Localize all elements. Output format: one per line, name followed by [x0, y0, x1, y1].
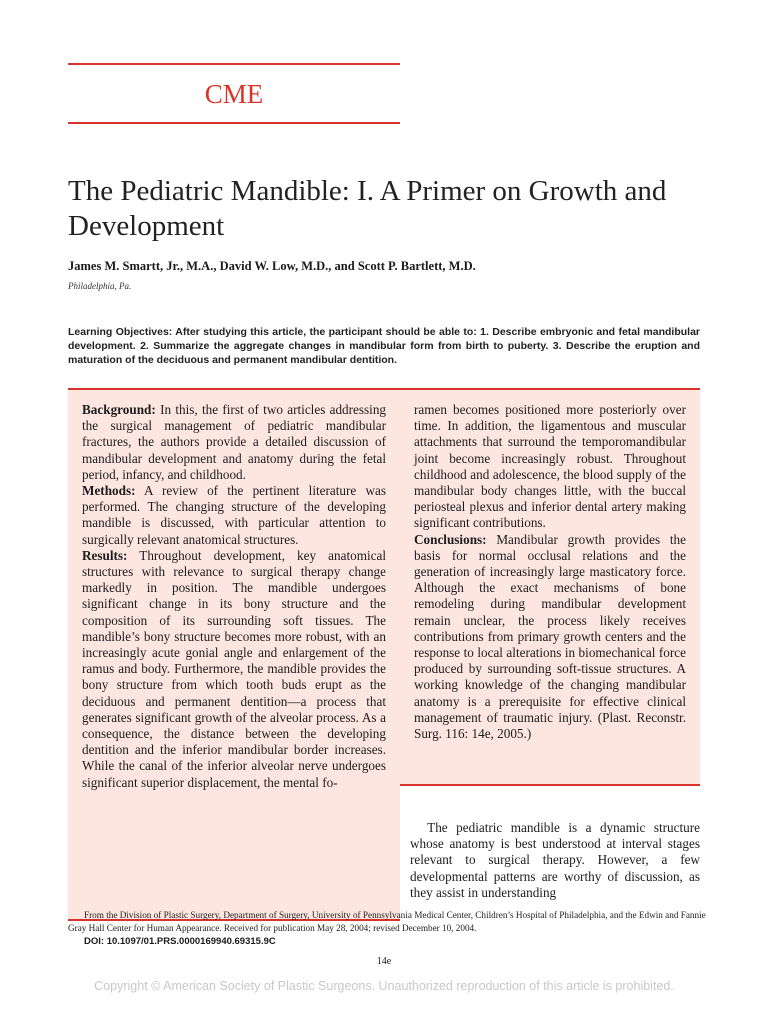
results-text: Throughout development, key anatomical structures with relevance to surgical therapy change markedly in position. The mandible undergoes significant change in its bony structure and the composition of its surrounding soft tissues. The mandible’s bony structure becomes more robust, with an increasingly acute gonial angle and enlargement of the ramus and body. Furthermore, the mandible provides the bony structure from which tooth buds erupt as the deciduous and permanent dentition—a process that generates significant growth of the alveolar process. As a consequence, the distance between the developing dentition and the inferior mandibular border increases. While the canal of the inferior alveolar nerve undergoes significant superior displacement, the mental fo- [82, 547, 386, 790]
copyright-watermark: Copyright © American Society of Plastic Surgeons. Unauthorized reproduction of this article is prohibited. [94, 979, 674, 993]
author-list: James M. Smartt, Jr., M.A., David W. Low, M.D., and Scott P. Bartlett, M.D. [68, 259, 476, 273]
citation: (Plast. Reconstr. Surg. 116: 14e, 2005.) [414, 709, 686, 742]
abstract-box-left [68, 388, 400, 921]
doi-line: DOI: 10.1097/01.PRS.0000169940.69315.9C [84, 936, 276, 947]
abstract-box-right [400, 388, 700, 786]
page-number: 14e [376, 956, 392, 967]
background-heading: Background: [82, 402, 156, 417]
conclusions-text: Mandibular growth provides the basis for normal occlusal relations and the generation of increasingly large masticatory force. Although the exact mechanisms of bone remodeling during mandibular development remain unclear, the process likely receives contributions from primary growth centers and the response to local alterations in biomechanical force produced by surrounding soft-tissue structures. A working knowledge of the changing mandibular anatomy is a prerequisite for effective clinical management of traumatic injury. [414, 531, 687, 725]
conclusions-heading: Conclusions: [414, 531, 487, 547]
header-rule-top [68, 63, 400, 65]
methods-heading: Methods: [82, 483, 136, 499]
affiliation-footnote: From the Division of Plastic Surgery, Department of Surgery, University of Pennsylvania Medical Center, Children’s Hospital of Philadelphia, and the Edwin and Fannie Gray Hall Center for Human Appearance. Received for publication May 28, 2004; revised December 10, 2004. [68, 910, 706, 933]
results-heading: Results: [82, 547, 128, 563]
background-text: In this, the first of two articles addressing the surgical management of pediatric mandibular fractures, the authors provide a detailed discussion of mandibular development and anatomy during the fetal period, infancy, and childhood. [82, 402, 387, 482]
article-title: The Pediatric Mandible: I. A Primer on Growth and Development [68, 175, 667, 242]
section-label: CME [204, 79, 264, 109]
header-rule-bottom [68, 122, 400, 124]
methods-text: A review of the pertinent literature was performed. The changing structure of the developing mandible is discussed, with particular attention to surgically relevant anatomical structures. [82, 483, 386, 547]
body-paragraph: The pediatric mandible is a dynamic structure whose anatomy is best understood at interval stages relevant to surgical therapy. However, a few developmental patterns are worthy of discussion, as they assist in understanding [410, 820, 700, 900]
author-location: Philadelphia, Pa. [68, 281, 132, 291]
learning-objectives: Learning Objectives: After studying this article, the participant should be able to: 1. Describe embryonic and fetal mandibular development. 2. Summarize the aggregate changes in mandibular form from birth to puberty. 3. Describe the eruption and maturation of the deciduous and permanent mandibular dentition. [68, 326, 700, 366]
results-text-continued: ramen becomes positioned more posteriorly over time. In addition, the ligamentous and muscular attachments that surround the temporomandibular joint become increasingly robust. Throughout childhood and adolescence, the blood supply of the mandibular body changes little, with the buccal periosteal plexus and inferior dental artery making significant contributions. [414, 402, 686, 531]
abstract-column-left [82, 402, 386, 791]
